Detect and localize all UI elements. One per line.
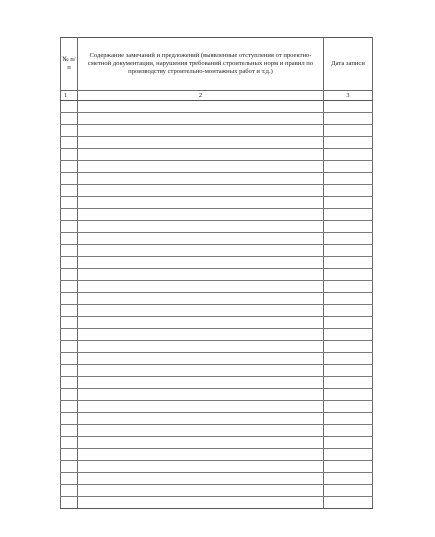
table-row	[61, 485, 373, 497]
table-row	[61, 233, 373, 245]
entry-date-cell	[324, 233, 373, 245]
table-row	[61, 425, 373, 437]
entry-date-cell	[324, 101, 373, 113]
entry-number-cell	[61, 365, 78, 377]
entry-date-cell	[324, 317, 373, 329]
entry-date-cell	[324, 149, 373, 161]
entry-description-cell	[78, 197, 324, 209]
entry-number-cell	[61, 305, 78, 317]
entry-description-cell	[78, 257, 324, 269]
entry-description-cell	[78, 173, 324, 185]
table-row	[61, 209, 373, 221]
entry-description-cell	[78, 113, 324, 125]
entry-date-cell	[324, 185, 373, 197]
table-row	[61, 137, 373, 149]
entry-number-cell	[61, 449, 78, 461]
entry-number-cell	[61, 161, 78, 173]
entry-description-cell	[78, 161, 324, 173]
entry-number-cell	[61, 245, 78, 257]
entry-description-cell	[78, 281, 324, 293]
table-row	[61, 185, 373, 197]
table-row	[61, 113, 373, 125]
column-number-2: 2	[78, 91, 324, 101]
entry-number-cell	[61, 233, 78, 245]
entry-date-cell	[324, 293, 373, 305]
table-row	[61, 449, 373, 461]
entry-description-cell	[78, 341, 324, 353]
table-row	[61, 341, 373, 353]
table-row	[61, 125, 373, 137]
entry-date-cell	[324, 497, 373, 509]
entry-number-cell	[61, 425, 78, 437]
entry-number-cell	[61, 113, 78, 125]
entry-description-cell	[78, 329, 324, 341]
entry-number-cell	[61, 269, 78, 281]
entry-number-cell	[61, 221, 78, 233]
entry-description-cell	[78, 293, 324, 305]
table-row	[61, 497, 373, 509]
entry-description-cell	[78, 449, 324, 461]
entry-number-cell	[61, 473, 78, 485]
entry-date-cell	[324, 425, 373, 437]
column-number-1: 1	[61, 91, 78, 101]
entry-number-cell	[61, 185, 78, 197]
header-description: Содержание замечаний и предложений (выявленные отступления от проектно-сметной документации, нарушения требований строительных норм и правил по производству строительно-монтажных работ и т.д.)	[78, 38, 324, 91]
entry-date-cell	[324, 245, 373, 257]
table-row	[61, 257, 373, 269]
entry-number-cell	[61, 137, 78, 149]
entry-number-cell	[61, 485, 78, 497]
entry-number-cell	[61, 437, 78, 449]
entry-number-cell	[61, 377, 78, 389]
entry-description-cell	[78, 413, 324, 425]
table-row	[61, 197, 373, 209]
table-row	[61, 329, 373, 341]
entry-description-cell	[78, 437, 324, 449]
table-row	[61, 389, 373, 401]
entry-description-cell	[78, 317, 324, 329]
entry-number-cell	[61, 413, 78, 425]
table-row	[61, 473, 373, 485]
entry-date-cell	[324, 401, 373, 413]
entry-date-cell	[324, 161, 373, 173]
table-row	[61, 173, 373, 185]
table-row	[61, 101, 373, 113]
entry-number-cell	[61, 149, 78, 161]
entry-description-cell	[78, 137, 324, 149]
entry-number-cell	[61, 401, 78, 413]
entry-description-cell	[78, 401, 324, 413]
entry-date-cell	[324, 413, 373, 425]
column-number-row	[61, 91, 373, 101]
header-date: Дата записи	[324, 38, 373, 91]
entry-description-cell	[78, 101, 324, 113]
table-row	[61, 161, 373, 173]
table-row	[61, 305, 373, 317]
entry-description-cell	[78, 377, 324, 389]
entry-date-cell	[324, 461, 373, 473]
entry-description-cell	[78, 485, 324, 497]
table-row	[61, 461, 373, 473]
entry-number-cell	[61, 293, 78, 305]
table-row	[61, 401, 373, 413]
entry-number-cell	[61, 353, 78, 365]
entry-number-cell	[61, 257, 78, 269]
table-row	[61, 317, 373, 329]
entry-date-cell	[324, 341, 373, 353]
entry-description-cell	[78, 497, 324, 509]
entry-date-cell	[324, 137, 373, 149]
entry-description-cell	[78, 245, 324, 257]
entry-date-cell	[324, 257, 373, 269]
entry-number-cell	[61, 125, 78, 137]
entry-date-cell	[324, 209, 373, 221]
entry-number-cell	[61, 461, 78, 473]
entry-date-cell	[324, 329, 373, 341]
entry-number-cell	[61, 173, 78, 185]
entry-number-cell	[61, 329, 78, 341]
entry-number-cell	[61, 101, 78, 113]
entry-description-cell	[78, 125, 324, 137]
entry-date-cell	[324, 365, 373, 377]
entry-date-cell	[324, 125, 373, 137]
entry-description-cell	[78, 461, 324, 473]
entry-date-cell	[324, 269, 373, 281]
column-number-3: 3	[324, 91, 373, 101]
entry-date-cell	[324, 485, 373, 497]
entry-description-cell	[78, 365, 324, 377]
entry-number-cell	[61, 389, 78, 401]
entry-date-cell	[324, 353, 373, 365]
table-row	[61, 377, 373, 389]
entry-date-cell	[324, 449, 373, 461]
entry-description-cell	[78, 149, 324, 161]
entry-description-cell	[78, 221, 324, 233]
entry-description-cell	[78, 233, 324, 245]
entry-date-cell	[324, 305, 373, 317]
table-row	[61, 353, 373, 365]
entry-date-cell	[324, 377, 373, 389]
entry-date-cell	[324, 437, 373, 449]
entry-date-cell	[324, 389, 373, 401]
entry-description-cell	[78, 425, 324, 437]
table-row	[61, 293, 373, 305]
entry-description-cell	[78, 389, 324, 401]
entry-date-cell	[324, 281, 373, 293]
table-row	[61, 221, 373, 233]
entry-description-cell	[78, 473, 324, 485]
entry-description-cell	[78, 185, 324, 197]
table-row	[61, 245, 373, 257]
table-header-row	[61, 38, 373, 91]
entry-number-cell	[61, 317, 78, 329]
entry-number-cell	[61, 197, 78, 209]
entry-date-cell	[324, 197, 373, 209]
entry-number-cell	[61, 497, 78, 509]
table-row	[61, 437, 373, 449]
entry-date-cell	[324, 113, 373, 125]
entry-description-cell	[78, 305, 324, 317]
remarks-log-table	[60, 37, 373, 509]
table-body	[61, 101, 373, 509]
entry-number-cell	[61, 281, 78, 293]
table-row	[61, 365, 373, 377]
entry-number-cell	[61, 341, 78, 353]
header-number: № п/п	[61, 38, 78, 91]
table-row	[61, 149, 373, 161]
entry-number-cell	[61, 209, 78, 221]
entry-description-cell	[78, 209, 324, 221]
entry-description-cell	[78, 353, 324, 365]
table-row	[61, 413, 373, 425]
table-row	[61, 281, 373, 293]
entry-date-cell	[324, 173, 373, 185]
entry-date-cell	[324, 473, 373, 485]
entry-description-cell	[78, 269, 324, 281]
table-row	[61, 269, 373, 281]
entry-date-cell	[324, 221, 373, 233]
